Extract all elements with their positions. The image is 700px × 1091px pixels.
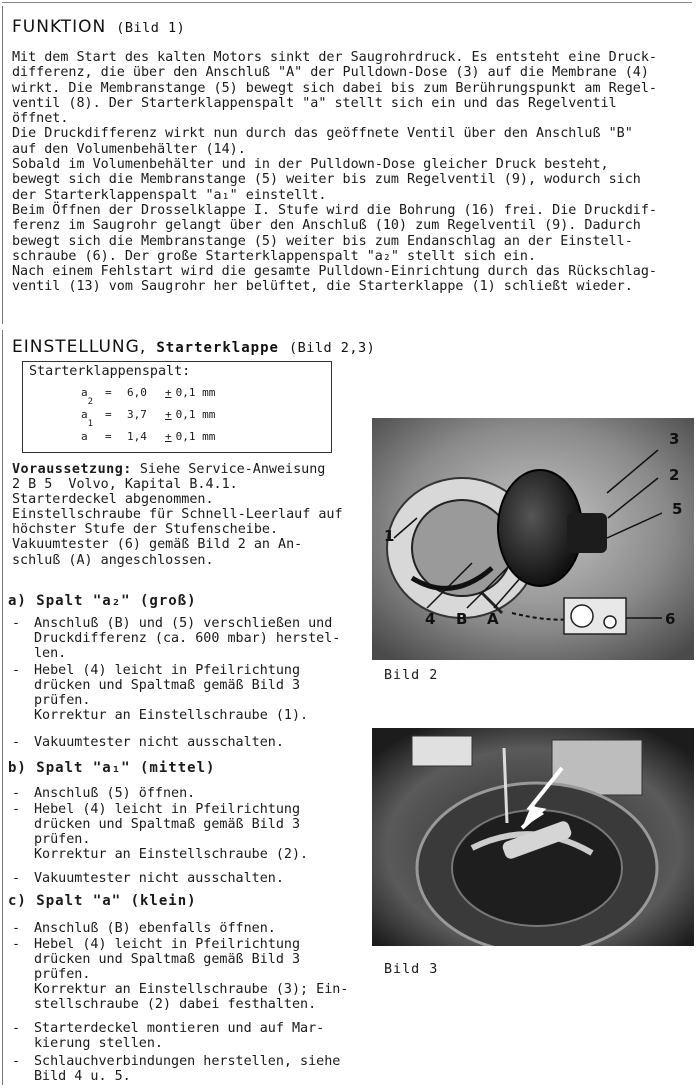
- bild3-photo: [372, 728, 694, 946]
- top-rule: [2, 2, 692, 3]
- gap-symbol: $a_1$: [81, 408, 94, 430]
- carburetor-photo-image: [372, 418, 694, 660]
- callout-a: A: [487, 610, 499, 628]
- bild2-photo: [372, 418, 694, 660]
- bild3-caption: Bild 3: [384, 962, 439, 977]
- callout-2: 2: [669, 466, 680, 484]
- gap-table-heading: Starterklappenspalt:: [29, 364, 191, 379]
- margin-rule: [2, 6, 3, 324]
- gap-row: [81, 408, 281, 430]
- starter-flap-photo-image: [372, 728, 694, 946]
- callout-b: B: [456, 610, 468, 628]
- gap-value: 6,0: [127, 386, 147, 399]
- funktion-heading: [12, 17, 185, 37]
- funktion-body: Mit dem Start des kalten Motors sinkt der Saugrohrdruck. Es entsteht eine Druck- differenz, die über den Anschluß "A" der Pulldown-Dose (3) auf die Membrane (4) wirkt. Die Membranstange (5) bewegt sich dabei bis zum Berührungspunkt am Regel- ventil (8). Der Starterklappenspalt "a" stellt sich ein und das Regelventil öffnet. Die Druckdifferenz wirkt nun durch das geöffnete Ventil über den Anschluß "B" auf den Volumenbehälter (14). Sobald im Volumenbehälter und in der Pulldown-Dose gleicher Druck besteht, bewegt sich die Membranstange (5) weiter bis zum Regelventil (9), wodurch sich der Starterklappenspalt "a₁" einstellt. Beim Öffnen der Drosselklappe I. Stufe wird die Bohrung (16) frei. Die Druckdif- ferenz im Saugrohr gelangt über den Anschluß (10) zum Regelventil (9). Dadurch bewegt sich die Membranstange (5) weiter bis zum Endanschlag an der Einstell- schraube (6). Der große Starterklappenspalt "a₂" stellt sich ein. Nach einem Fehlstart wird die gesamte Pulldown-Einrichtung durch das Rückschlag- ventil (13) vom Saugrohr her belüftet, die Starterklappe (1) schließt wieder.: [12, 50, 657, 295]
- step-b-heading: b) Spalt "a₁" (mittel): [8, 760, 216, 776]
- voraussetzung-block: [12, 462, 362, 568]
- gap-value: 3,7: [127, 408, 147, 421]
- voraussetzung-text: Siehe Service-Anweisung 2 B 5 Volvo, Kapital B.4.1. Starterdeckel abgenommen. Einstellschraube für Schnell-Leerlauf auf höchster Stufe der Stufenscheibe. Vakuumtester (6) gemäß Bild 2 an An- schluß (A) angeschlossen.: [12, 462, 343, 568]
- einstellung-subtitle: Starterklappe: [156, 340, 279, 356]
- callout-4: 4: [425, 610, 436, 628]
- step-c-heading: c) Spalt "a" (klein): [8, 893, 197, 909]
- gap-tolerance: + 0,1 mm: [165, 430, 216, 443]
- gap-equals: =: [105, 430, 112, 443]
- einstellung-title: EINSTELLUNG,: [12, 337, 147, 357]
- funktion-title: FUNKTION: [12, 17, 107, 37]
- gap-tolerance: + 0,1 mm: [165, 408, 216, 421]
- page: FUNKTION (Bild 1) Mit dem Start des kalten Motors sinkt der Saugrohrdruck. Es entsteht eine Druck- differenz, die über den Anschluß "A" der Pulldown-Dose (3) auf die Membrane (4) wirkt. Die Membranstange (5) bewegt sich dabei bis zum Berührungspunkt am Regel- ventil (8). Der Starterklappenspalt "a" stellt sich ein und das Regelventil öffnet. Die Druckdifferenz wirkt nun durch das geöffnete Ventil über den Anschluß "B" auf den Volumenbehälter (14). Sobald im Volumenbehälter und in der Pulldown-Dose gleicher Druck besteht, bewegt sich die Membranstange (5) weiter bis zum Regelventil (9), wodurch sich der Starterklappenspalt "a₁" einstellt. Beim Öffnen der Drosselklappe I. Stufe wird die Bohrung (16) frei. Die Druckdif- ferenz im Saugrohr gelangt über den Anschluß (10) zum Regelventil (9). Dadurch bewegt sich die Membranstange (5) weiter bis zum Endanschlag an der Einstell- schraube (6). Der große Starterklappenspalt "a₂" stellt sich ein. Nach einem Fehlstart wird die gesamte Pulldown-Einrichtung durch das Rückschlag- ventil (13) vom Saugrohr her belüftet, die Starterklappe (1) schließt wieder. EINSTELLUNG, Starterklappe (Bild 2,3) Starterklappenspalt: $a_2= 6,0 + 0,1$ mm $a_1= 3,7 + 0,1$ mm a = 1,4 + 0,1 mm Voraussetzung: Siehe Service-Anweisung 2 B 5 Volvo, Kapital B.4.1. Starterdeckel abgenommen. Einstellschraube für Schnell-Leerlauf auf höchster Stufe der Stufenscheibe. Vakuumtester (6) gemäß Bild 2 an An- schluß (A) angeschlossen. a) Spalt "a₂" (groß) - Anschluß (B) und (5) verschließen und Druckdifferenz (ca. 600 mbar) herstel- len. - Hebel (4) leicht in Pfeilrichtung drücken und Spaltmaß gemäß Bild 3 prüfen. Korrektur an Einstellschraube (1). - Vakuumtester nicht ausschalten. b) Spalt "a₁" (mittel) - Anschluß (5) öffnen. - Hebel (4) leicht in Pfeilrichtung drücken und Spaltmaß gemäß Bild 3 prüfen. Korrektur an Einstellschraube (2). - Vakuumtester nicht ausschalten. c) Spalt "a" (klein) - Anschluß (B) ebenfalls öffnen. - Hebel (4) leicht in Pfeilrichtung drücken und Spaltmaß gemäß Bild 3 prüfen. Korrektur an Einstellschraube (3); Ein- stellschraube (2) dabei festhalten. - Starterdeckel montieren und auf Mar- kierung stellen. - Schlauchverbindungen herstellen, siehe Bild 4 u. 5. 3 2 5 1 4 B A 6 Bild 2 Bild 3: [0, 0, 700, 1091]
- einstellung-ref: (Bild 2,3): [288, 340, 376, 356]
- gap-row: [81, 386, 281, 408]
- margin-rule: [2, 330, 3, 1085]
- gap-value: 1,4: [127, 430, 147, 443]
- funktion-ref: (Bild 1): [116, 20, 186, 36]
- gap-table: [22, 361, 332, 453]
- gap-equals: =: [105, 408, 112, 421]
- gap-row: [81, 430, 281, 446]
- einstellung-heading: [12, 337, 375, 357]
- step-a-heading: a) Spalt "a₂" (groß): [8, 593, 197, 609]
- voraussetzung-label: Voraussetzung:: [12, 462, 132, 477]
- callout-1: 1: [384, 527, 395, 545]
- bild2-caption: Bild 2: [384, 668, 439, 683]
- callout-5: 5: [672, 500, 683, 518]
- gap-symbol: $a_2$: [81, 386, 94, 408]
- gap-tolerance: + 0,1 mm: [165, 386, 216, 399]
- gap-symbol: a: [81, 430, 88, 443]
- gap-equals: =: [105, 386, 112, 399]
- callout-3: 3: [669, 430, 680, 448]
- callout-6: 6: [665, 610, 676, 628]
